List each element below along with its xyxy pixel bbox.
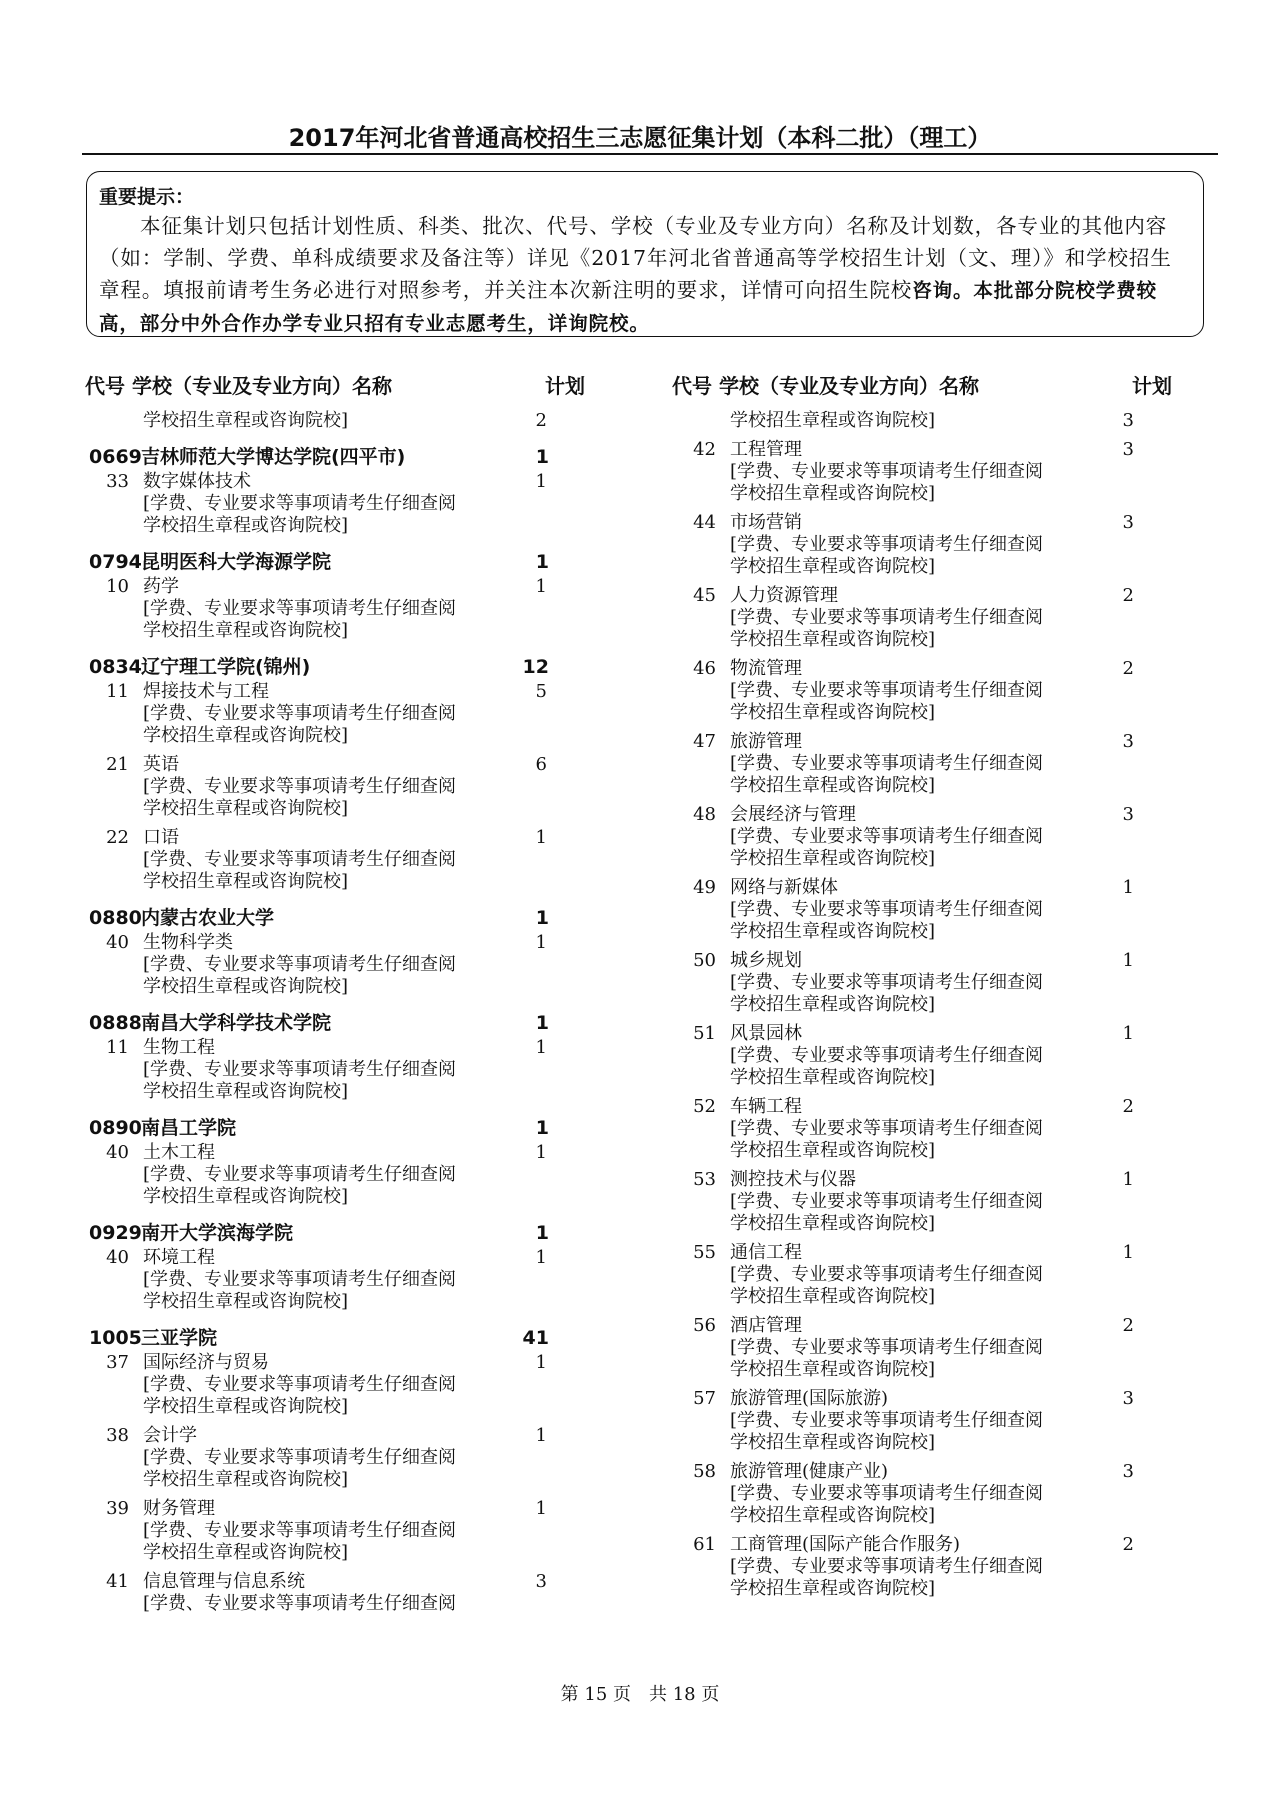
major-plan-count: 2 (1122, 1534, 1134, 1555)
right-rows (672, 410, 1172, 1607)
major-name: 环境工程 (143, 1247, 215, 1268)
major-note: 学校招生章程或咨询院校] (143, 1081, 349, 1102)
row-gap (672, 1162, 1172, 1169)
school-plan-count: 41 (522, 1327, 549, 1349)
school-row (85, 1010, 585, 1037)
major-code: 52 (693, 1096, 716, 1117)
major-name: 会计学 (143, 1425, 197, 1446)
major-plan-count: 6 (535, 754, 547, 775)
major-note: [学费、专业要求等事项请考生仔细查阅 (143, 598, 457, 619)
major-name: 测控技术与仪器 (730, 1169, 856, 1190)
major-row (672, 585, 1172, 607)
major-name: 生物工程 (143, 1037, 215, 1058)
major-row (85, 1425, 585, 1447)
major-note: [学费、专业要求等事项请考生仔细查阅 (143, 1447, 457, 1468)
continued-note-row (85, 410, 585, 432)
school-name: 辽宁理工学院(锦州) (141, 656, 311, 678)
major-name: 数字媒体技术 (143, 471, 251, 492)
major-note: 学校招生章程或咨询院校] (730, 775, 936, 796)
major-row (85, 471, 585, 493)
major-code: 57 (693, 1388, 716, 1409)
major-row (672, 731, 1172, 753)
major-plan-count: 2 (1122, 585, 1134, 606)
major-name: 旅游管理(健康产业) (730, 1461, 889, 1482)
major-note: [学费、专业要求等事项请考生仔细查阅 (143, 849, 457, 870)
major-plan-count: 1 (1122, 1169, 1134, 1190)
major-code: 33 (106, 471, 129, 492)
major-code: 55 (693, 1242, 716, 1263)
row-gap (672, 1308, 1172, 1315)
school-name: 吉林师范大学博达学院(四平市) (141, 446, 406, 468)
plan-header: 计划 (1132, 374, 1172, 398)
major-note: 学校招生章程或咨询院校] (730, 1578, 936, 1599)
major-row (672, 877, 1172, 899)
row-gap (672, 651, 1172, 658)
row-gap (85, 820, 585, 827)
school-plan-count: 1 (535, 551, 549, 573)
major-code: 50 (693, 950, 716, 971)
school-code: 0794 (89, 551, 142, 573)
major-row (672, 1461, 1172, 1483)
major-plan-count: 1 (1122, 877, 1134, 898)
major-row (85, 1037, 585, 1059)
row-gap (85, 1564, 585, 1571)
major-row (672, 804, 1172, 826)
major-note: 学校招生章程或咨询院校] (730, 702, 936, 723)
major-name: 国际经济与贸易 (143, 1352, 269, 1373)
major-row (672, 950, 1172, 972)
row-gap (672, 1016, 1172, 1023)
row-gap (672, 1600, 1172, 1607)
major-row (85, 932, 585, 954)
row-gap (85, 1418, 585, 1425)
major-note: [学费、专业要求等事项请考生仔细查阅 (730, 753, 1044, 774)
major-code: 58 (693, 1461, 716, 1482)
major-note: 学校招生章程或咨询院校] (143, 515, 349, 536)
major-plan-count: 1 (535, 1498, 547, 1519)
major-row (672, 1534, 1172, 1556)
major-name: 生物科学类 (143, 932, 233, 953)
major-row (672, 439, 1172, 461)
major-note: [学费、专业要求等事项请考生仔细查阅 (730, 461, 1044, 482)
major-name: 通信工程 (730, 1242, 802, 1263)
major-row (85, 827, 585, 849)
major-name: 会展经济与管理 (730, 804, 856, 825)
major-note: 学校招生章程或咨询院校] (730, 921, 936, 942)
major-note: 学校招生章程或咨询院校] (730, 848, 936, 869)
left-rows (85, 410, 585, 1622)
major-code: 47 (693, 731, 716, 752)
school-plan-count: 1 (535, 907, 549, 929)
major-code: 21 (106, 754, 129, 775)
major-plan-count: 1 (535, 1247, 547, 1268)
major-note: [学费、专业要求等事项请考生仔细查阅 (143, 954, 457, 975)
continued-note-row (672, 410, 1172, 432)
major-plan-count: 1 (535, 576, 547, 597)
row-gap (85, 747, 585, 754)
major-plan-count: 2 (1122, 1096, 1134, 1117)
notice-bold-text: 咨询。本批部分院校学费较高，部分中外合作办学专业只招有专业志愿考生，详询院校。 (99, 279, 1158, 335)
school-row (85, 1115, 585, 1142)
major-note: 学校招生章程或咨询院校] (143, 1469, 349, 1490)
major-note: 学校招生章程或咨询院校] (730, 1505, 936, 1526)
major-code: 56 (693, 1315, 716, 1336)
notice-body (99, 210, 1185, 340)
major-code: 39 (106, 1498, 129, 1519)
major-row (672, 1388, 1172, 1410)
school-name: 南昌大学科学技术学院 (141, 1012, 332, 1034)
row-gap (672, 1454, 1172, 1461)
row-gap (85, 537, 585, 544)
school-name: 南昌工学院 (141, 1117, 237, 1139)
code-name-header: 代号 学校（专业及专业方向）名称 (672, 374, 979, 398)
major-note: [学费、专业要求等事项请考生仔细查阅 (730, 826, 1044, 847)
school-code: 1005 (89, 1327, 142, 1349)
major-note: 学校招生章程或咨询院校] (730, 556, 936, 577)
major-note: 学校招生章程或咨询院校] (730, 1359, 936, 1380)
major-name: 土木工程 (143, 1142, 215, 1163)
major-row (672, 1315, 1172, 1337)
major-plan-count: 1 (1122, 950, 1134, 971)
row-gap (672, 1381, 1172, 1388)
row-gap (672, 1527, 1172, 1534)
major-name: 焊接技术与工程 (143, 681, 269, 702)
major-plan-count: 3 (1122, 512, 1134, 533)
notice-heading: 重要提示： (99, 186, 195, 208)
page-title: 2017年河北省普通高校招生三志愿征集计划（本科二批）（理工） (288, 124, 992, 152)
major-code: 40 (106, 932, 129, 953)
major-code: 48 (693, 804, 716, 825)
major-code: 44 (693, 512, 716, 533)
major-plan-count: 3 (1122, 439, 1134, 460)
school-name: 三亚学院 (141, 1327, 218, 1349)
school-code: 0669 (89, 446, 142, 468)
row-gap (85, 642, 585, 649)
major-code: 11 (106, 1037, 129, 1058)
major-name: 风景园林 (730, 1023, 802, 1044)
major-plan-count: 1 (535, 1352, 547, 1373)
major-code: 53 (693, 1169, 716, 1190)
major-row (85, 1142, 585, 1164)
plan-count: 2 (535, 410, 547, 431)
major-code: 49 (693, 877, 716, 898)
school-code: 0890 (89, 1117, 142, 1139)
school-row (85, 1325, 585, 1352)
major-plan-count: 1 (535, 932, 547, 953)
right-column-header (672, 370, 1172, 410)
notice-box (86, 171, 1204, 337)
major-row (672, 1023, 1172, 1045)
major-note: 学校招生章程或咨询院校] (730, 1286, 936, 1307)
major-row (672, 1169, 1172, 1191)
major-row (85, 681, 585, 703)
major-name: 酒店管理 (730, 1315, 802, 1336)
major-name: 药学 (143, 576, 179, 597)
major-code: 10 (106, 576, 129, 597)
major-row (85, 1247, 585, 1269)
major-name: 旅游管理(国际旅游) (730, 1388, 889, 1409)
major-row (85, 754, 585, 776)
major-note: [学费、专业要求等事项请考生仔细查阅 (730, 1264, 1044, 1285)
major-code: 45 (693, 585, 716, 606)
major-name: 财务管理 (143, 1498, 215, 1519)
row-gap (672, 505, 1172, 512)
row-gap (672, 432, 1172, 439)
major-name: 工程管理 (730, 439, 802, 460)
major-note: 学校招生章程或咨询院校] (143, 620, 349, 641)
major-note: [学费、专业要求等事项请考生仔细查阅 (143, 703, 457, 724)
major-name: 工商管理(国际产能合作服务) (730, 1534, 961, 1555)
row-gap (85, 432, 585, 439)
left-column-header (85, 370, 585, 410)
major-code: 22 (106, 827, 129, 848)
major-plan-count: 1 (1122, 1242, 1134, 1263)
major-note: [学费、专业要求等事项请考生仔细查阅 (730, 680, 1044, 701)
major-plan-count: 1 (535, 1425, 547, 1446)
school-name: 南开大学滨海学院 (141, 1222, 294, 1244)
school-row (85, 444, 585, 471)
major-row (85, 1352, 585, 1374)
school-plan-count: 1 (535, 446, 549, 468)
plan-header: 计划 (545, 374, 585, 398)
major-note: [学费、专业要求等事项请考生仔细查阅 (730, 1191, 1044, 1212)
major-note: 学校招生章程或咨询院校] (143, 725, 349, 746)
major-code: 11 (106, 681, 129, 702)
major-note: 学校招生章程或咨询院校] (143, 1186, 349, 1207)
major-row (672, 658, 1172, 680)
major-name: 英语 (143, 754, 179, 775)
major-note: [学费、专业要求等事项请考生仔细查阅 (143, 1374, 457, 1395)
row-gap (85, 1313, 585, 1320)
major-name: 城乡规划 (730, 950, 802, 971)
right-column (672, 370, 1172, 1607)
page-number: 第 15 页 共 18 页 (560, 1684, 720, 1705)
school-plan-count: 1 (535, 1222, 549, 1244)
major-note: 学校招生章程或咨询院校] (730, 483, 936, 504)
major-code: 42 (693, 439, 716, 460)
title-divider (82, 153, 1218, 155)
row-gap (85, 1615, 585, 1622)
major-plan-count: 3 (1122, 731, 1134, 752)
major-code: 40 (106, 1142, 129, 1163)
school-name: 内蒙古农业大学 (141, 907, 275, 929)
major-code: 51 (693, 1023, 716, 1044)
major-name: 物流管理 (730, 658, 802, 679)
major-code: 37 (106, 1352, 129, 1373)
major-note: [学费、专业要求等事项请考生仔细查阅 (730, 1337, 1044, 1358)
major-note: [学费、专业要求等事项请考生仔细查阅 (730, 607, 1044, 628)
major-note: [学费、专业要求等事项请考生仔细查阅 (143, 1164, 457, 1185)
major-plan-count: 1 (535, 471, 547, 492)
major-note: 学校招生章程或咨询院校] (143, 1542, 349, 1563)
school-row (85, 1220, 585, 1247)
major-note: 学校招生章程或咨询院校] (730, 629, 936, 650)
school-code: 0834 (89, 656, 142, 678)
major-row (85, 1498, 585, 1520)
major-row (85, 576, 585, 598)
school-plan-count: 1 (535, 1012, 549, 1034)
row-gap (672, 1089, 1172, 1096)
school-row (85, 549, 585, 576)
major-note: 学校招生章程或咨询院校] (143, 1396, 349, 1417)
major-note: [学费、专业要求等事项请考生仔细查阅 (143, 1593, 457, 1614)
major-plan-count: 1 (535, 1037, 547, 1058)
row-gap (85, 893, 585, 900)
major-plan-count: 1 (1122, 1023, 1134, 1044)
plan-count: 3 (1122, 410, 1134, 431)
major-row (85, 1571, 585, 1593)
major-plan-count: 3 (1122, 804, 1134, 825)
row-gap (85, 1491, 585, 1498)
major-plan-count: 1 (535, 1142, 547, 1163)
major-note: [学费、专业要求等事项请考生仔细查阅 (143, 776, 457, 797)
major-plan-count: 3 (1122, 1461, 1134, 1482)
major-plan-count: 2 (1122, 1315, 1134, 1336)
major-name: 市场营销 (730, 512, 802, 533)
major-note: [学费、专业要求等事项请考生仔细查阅 (730, 1483, 1044, 1504)
row-gap (672, 578, 1172, 585)
major-name: 口语 (143, 827, 179, 848)
major-name: 信息管理与信息系统 (143, 1571, 305, 1592)
major-code: 41 (106, 1571, 129, 1592)
major-note: [学费、专业要求等事项请考生仔细查阅 (730, 1556, 1044, 1577)
row-gap (85, 1103, 585, 1110)
major-note: [学费、专业要求等事项请考生仔细查阅 (143, 1269, 457, 1290)
major-note: [学费、专业要求等事项请考生仔细查阅 (730, 1410, 1044, 1431)
major-note: 学校招生章程或咨询院校] (730, 1067, 936, 1088)
major-note: [学费、专业要求等事项请考生仔细查阅 (730, 1045, 1044, 1066)
major-note: 学校招生章程或咨询院校] (143, 976, 349, 997)
row-gap (672, 724, 1172, 731)
school-row (85, 905, 585, 932)
code-name-header: 代号 学校（专业及专业方向）名称 (85, 374, 392, 398)
major-note: 学校招生章程或咨询院校] (730, 1140, 936, 1161)
major-code: 40 (106, 1247, 129, 1268)
school-name: 昆明医科大学海源学院 (141, 551, 332, 573)
major-note: 学校招生章程或咨询院校] (143, 798, 349, 819)
major-note: 学校招生章程或咨询院校] (143, 871, 349, 892)
major-note: [学费、专业要求等事项请考生仔细查阅 (143, 1059, 457, 1080)
major-note: 学校招生章程或咨询院校] (730, 994, 936, 1015)
notice-body-text: 本征集计划只包括计划性质、科类、批次、代号、学校（专业及专业方向）名称及计划数，各专业的其他内容（如：学制、学费、单科成绩要求及备注等）详见《2017年河北省普通高等学校招生计划（文、理）》和学校招生章程。填报前请考生务必进行对照参考，并关注本次新注明的要求，详情可向招生院校 (99, 214, 1172, 302)
major-note: [学费、专业要求等事项请考生仔细查阅 (730, 1118, 1044, 1139)
major-note: [学费、专业要求等事项请考生仔细查阅 (730, 972, 1044, 993)
major-code: 38 (106, 1425, 129, 1446)
school-code: 0929 (89, 1222, 142, 1244)
school-code: 0888 (89, 1012, 142, 1034)
major-name: 车辆工程 (730, 1096, 802, 1117)
row-gap (672, 943, 1172, 950)
school-row (85, 654, 585, 681)
major-plan-count: 3 (1122, 1388, 1134, 1409)
school-plan-count: 1 (535, 1117, 549, 1139)
note-text: 学校招生章程或咨询院校] (730, 410, 936, 431)
school-plan-count: 12 (522, 656, 549, 678)
major-note: 学校招生章程或咨询院校] (730, 1432, 936, 1453)
major-code: 46 (693, 658, 716, 679)
major-row (672, 1096, 1172, 1118)
major-plan-count: 3 (535, 1571, 547, 1592)
major-row (672, 512, 1172, 534)
major-note: [学费、专业要求等事项请考生仔细查阅 (730, 899, 1044, 920)
major-name: 旅游管理 (730, 731, 802, 752)
left-column (85, 370, 585, 1622)
major-note: [学费、专业要求等事项请考生仔细查阅 (730, 534, 1044, 555)
row-gap (672, 1235, 1172, 1242)
major-plan-count: 1 (535, 827, 547, 848)
school-code: 0880 (89, 907, 142, 929)
row-gap (672, 870, 1172, 877)
major-note: 学校招生章程或咨询院校] (143, 1291, 349, 1312)
major-note: [学费、专业要求等事项请考生仔细查阅 (143, 493, 457, 514)
major-plan-count: 2 (1122, 658, 1134, 679)
row-gap (672, 797, 1172, 804)
major-code: 61 (693, 1534, 716, 1555)
major-note: 学校招生章程或咨询院校] (730, 1213, 936, 1234)
row-gap (85, 1208, 585, 1215)
major-name: 网络与新媒体 (730, 877, 838, 898)
row-gap (85, 998, 585, 1005)
major-note: [学费、专业要求等事项请考生仔细查阅 (143, 1520, 457, 1541)
major-row (672, 1242, 1172, 1264)
major-name: 人力资源管理 (730, 585, 838, 606)
note-text: 学校招生章程或咨询院校] (143, 410, 349, 431)
major-plan-count: 5 (535, 681, 547, 702)
